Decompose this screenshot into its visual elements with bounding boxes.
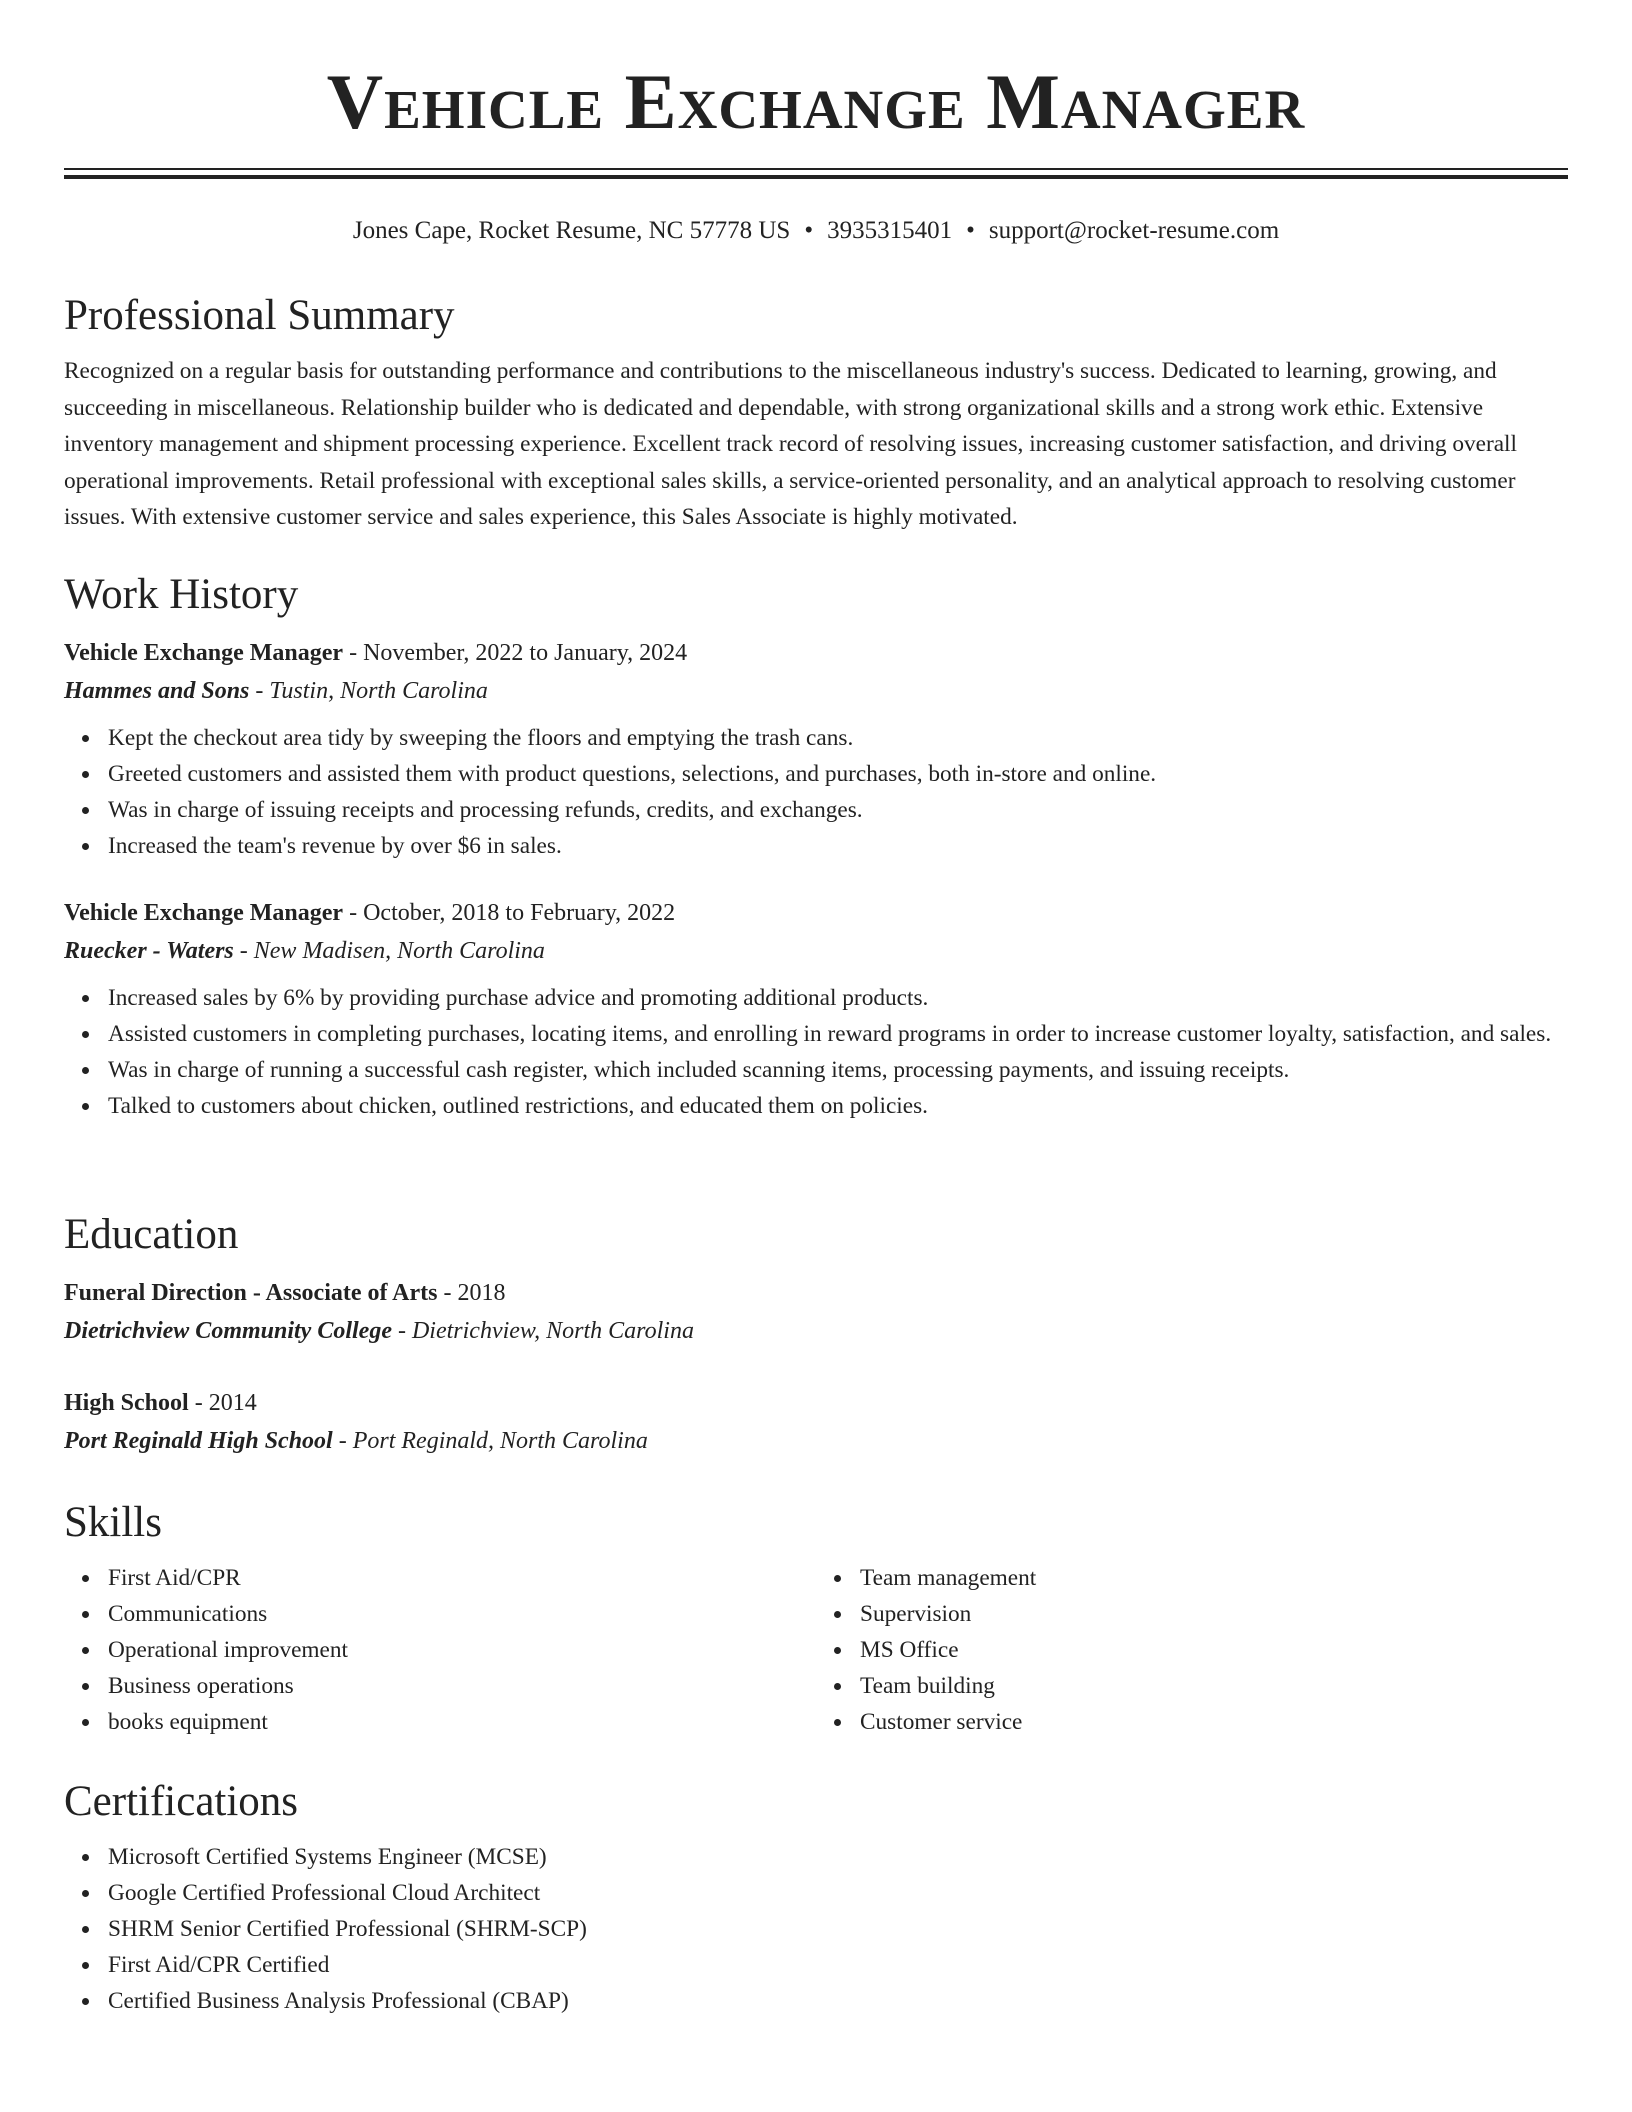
education-location: - Dietrichview, North Carolina	[391, 1318, 694, 1344]
job-title: Vehicle Exchange Manager	[64, 900, 344, 926]
list-item: Was in charge of issuing receipts and processing refunds, credits, and exchanges.	[108, 792, 1568, 828]
header-divider-thin	[64, 168, 1568, 170]
education-location: - Port Reginald, North Carolina	[332, 1428, 648, 1454]
job-title-line	[64, 634, 1568, 672]
contact-separator: •	[966, 217, 975, 244]
education-degree: High School	[64, 1390, 189, 1416]
list-item: Increased sales by 6% by providing purchase advice and promoting additional products.	[108, 980, 1568, 1016]
certifications-list	[64, 1839, 1568, 2019]
job-dates: - October, 2018 to February, 2022	[343, 900, 676, 926]
header-divider-thick	[64, 175, 1568, 179]
work-history-heading: Work History	[64, 571, 299, 618]
education-school: Port Reginald High School	[64, 1428, 333, 1454]
list-item: Greeted customers and assisted them with product questions, selections, and purchases, both in-store and online.	[108, 756, 1568, 792]
list-item: Business operations	[108, 1668, 816, 1704]
candidate-name: Vehicle Exchange Manager	[326, 58, 1306, 145]
education-heading: Education	[64, 1211, 239, 1258]
education-school: Dietrichview Community College	[64, 1318, 392, 1344]
list-item: Google Certified Professional Cloud Architect	[108, 1875, 1568, 1911]
education-year: - 2018	[437, 1280, 506, 1306]
certifications-heading: Certifications	[64, 1778, 299, 1825]
list-item: SHRM Senior Certified Professional (SHRM-SCP)	[108, 1911, 1568, 1947]
list-item: Talked to customers about chicken, outlined restrictions, and educated them on policies.	[108, 1088, 1568, 1124]
job-company: Ruecker - Waters	[64, 938, 234, 964]
list-item: Supervision	[860, 1596, 1568, 1632]
job-entry	[64, 634, 1568, 864]
job-bullet-list	[64, 720, 1568, 864]
job-company-line	[64, 932, 1568, 970]
list-item: First Aid/CPR	[108, 1560, 816, 1596]
contact-line	[0, 213, 1632, 249]
contact-separator: •	[804, 217, 814, 244]
list-item: Communications	[108, 1596, 816, 1632]
skills-list-right	[816, 1560, 1568, 1740]
education-degree: Funeral Direction - Associate of Arts	[64, 1280, 438, 1306]
education-entry	[64, 1274, 1568, 1350]
skills-list-left	[64, 1560, 816, 1740]
skills-section	[64, 1496, 1568, 1740]
education-section	[64, 1208, 1568, 1460]
list-item: Team management	[860, 1560, 1568, 1596]
list-item: Kept the checkout area tidy by sweeping the floors and emptying the trash cans.	[108, 720, 1568, 756]
work-history-section	[64, 568, 1568, 1124]
job-location: - Tustin, North Carolina	[249, 678, 488, 704]
list-item: Microsoft Certified Systems Engineer (MCSE)	[108, 1839, 1568, 1875]
education-school-line	[64, 1312, 1568, 1350]
job-dates: - November, 2022 to January, 2024	[343, 640, 688, 666]
job-title-line	[64, 894, 1568, 932]
job-location: - New Madisen, North Carolina	[233, 938, 545, 964]
contact-phone: 3935315401	[827, 217, 953, 244]
list-item: Customer service	[860, 1704, 1568, 1740]
contact-address: Jones Cape, Rocket Resume, NC 57778 US	[352, 217, 791, 244]
education-degree-line	[64, 1274, 1568, 1312]
skills-heading: Skills	[64, 1499, 162, 1546]
list-item: Operational improvement	[108, 1632, 816, 1668]
list-item: Assisted customers in completing purchases, locating items, and enrolling in reward programs in order to increase customer loyalty, satisfaction, and sales.	[108, 1016, 1568, 1052]
summary-heading: Professional Summary	[64, 292, 455, 339]
list-item: Certified Business Analysis Professional (CBAP)	[108, 1983, 1568, 2019]
certifications-section	[64, 1775, 1568, 2019]
job-company: Hammes and Sons	[64, 678, 250, 704]
list-item: First Aid/CPR Certified	[108, 1947, 1568, 1983]
job-title: Vehicle Exchange Manager	[64, 640, 344, 666]
education-year: - 2014	[188, 1390, 257, 1416]
summary-section	[64, 289, 1568, 536]
list-item: Increased the team's revenue by over $6 in sales.	[108, 828, 1568, 864]
education-entry	[64, 1384, 1568, 1460]
list-item: Team building	[860, 1668, 1568, 1704]
job-entry	[64, 894, 1568, 1124]
list-item: MS Office	[860, 1632, 1568, 1668]
job-company-line	[64, 672, 1568, 710]
education-degree-line	[64, 1384, 1568, 1422]
list-item: books equipment	[108, 1704, 816, 1740]
education-school-line	[64, 1422, 1568, 1460]
skills-columns	[64, 1550, 1568, 1740]
job-bullet-list	[64, 980, 1568, 1124]
contact-email: support@rocket-resume.com	[988, 217, 1280, 244]
summary-text: Recognized on a regular basis for outstanding performance and contributions to the miscellaneous industry's success. Dedicated to learning, growing, and succeeding in miscellaneous. Relationship builder who is dedicated and dependable, with strong organizational skills and a strong work ethic. Extensive inventory management and shipment processing experience. Excellent track record of resolving issues, increasing customer satisfaction, and driving overall operational improvements. Retail professional with exceptional sales skills, a service-oriented personality, and an analytical approach to resolving customer issues. With extensive customer service and sales experience, this Sales Associate is highly motivated.	[64, 358, 1517, 530]
list-item: Was in charge of running a successful cash register, which included scanning items, processing payments, and issuing receipts.	[108, 1052, 1568, 1088]
